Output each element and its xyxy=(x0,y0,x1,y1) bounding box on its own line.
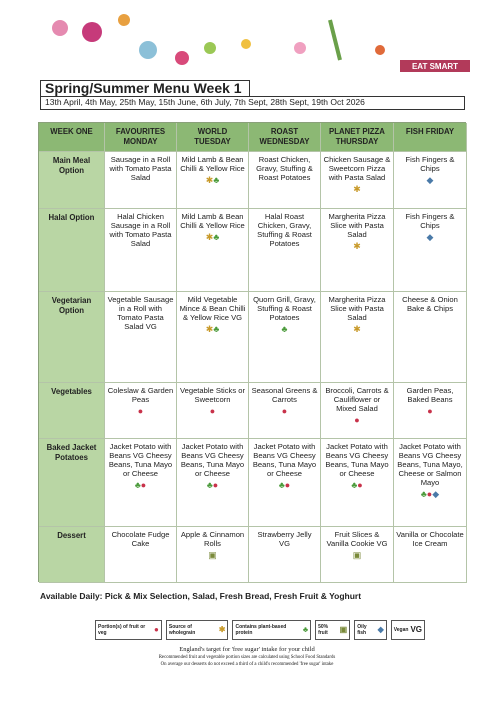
menu-item xyxy=(105,439,177,527)
nutrition-icons xyxy=(323,324,391,334)
row-label: Dessert xyxy=(39,527,105,583)
leaf-icon: ♣ xyxy=(420,489,427,499)
flower-icon xyxy=(294,42,306,54)
apple-icon: ● xyxy=(281,406,288,416)
apple-icon: ● xyxy=(357,480,363,490)
menu-item xyxy=(321,292,394,383)
menu-item-text: Chocolate Fudge Cake xyxy=(111,530,170,548)
menu-item xyxy=(321,152,394,209)
menu-item xyxy=(394,383,467,439)
nutrition-icons xyxy=(323,480,391,490)
nutrition-icons xyxy=(396,406,464,416)
menu-item-text: Broccoli, Carrots & Cauliflower or Mixed Salad xyxy=(325,386,389,413)
menu-item-text: Jacket Potato with Beans VG Cheesy Beans, Tuna Mayo or Cheese xyxy=(180,442,245,478)
menu-item xyxy=(249,439,321,527)
menu-item-text: Jacket Potato with Beans VG Cheesy Beans, Tuna Mayo or Cheese xyxy=(252,442,317,478)
menu-item-text: Halal Chicken Sausage in a Roll with Tomato Pasta Salad xyxy=(109,212,172,248)
menu-item-text: Margherita Pizza Slice with Pasta Salad xyxy=(328,295,386,322)
apple-icon: ● xyxy=(426,489,433,499)
flower-icon xyxy=(118,14,130,26)
menu-item xyxy=(177,383,249,439)
menu-item-text: Jacket Potato with Beans VG Cheesy Beans, Tuna Mayo or Cheese xyxy=(325,442,389,478)
menu-item-text: Strawberry Jelly VG xyxy=(257,530,312,548)
menu-item xyxy=(105,527,177,583)
menu-item xyxy=(321,439,394,527)
fish-icon: ◆ xyxy=(432,489,440,499)
menu-item-text: Mild Vegetable Mince & Bean Chilli & Yellow Rice VG xyxy=(179,295,246,322)
menu-item xyxy=(321,209,394,292)
legend-item xyxy=(95,620,162,640)
dessert-note: On average our desserts do not exceed a third of a child's recommended 'free sugar' intake xyxy=(160,662,334,667)
menu-item-text: Mild Lamb & Bean Chilli & Yellow Rice xyxy=(180,212,245,230)
apple-icon: ● xyxy=(154,625,159,634)
menu-item-text: Quorn Grill, Gravy, Stuffing & Roast Potatoes xyxy=(253,295,316,322)
apple-icon: ● xyxy=(209,406,216,416)
menu-item-text: Apple & Cinnamon Rolls xyxy=(180,530,245,548)
bowl-icon xyxy=(139,41,157,59)
row-label: Vegetarian Option xyxy=(39,292,105,383)
menu-item xyxy=(321,527,394,583)
nutrition-icons xyxy=(323,415,391,425)
menu-item-text: Vegetable Sausage in a Roll with Tomato Pasta Salad VG xyxy=(107,295,174,331)
legend-label: Vegan xyxy=(393,627,409,633)
legend-label: Source of wholegrain xyxy=(168,624,196,636)
menu-item-text: Roast Chicken, Gravy, Stuffing & Roast Potatoes xyxy=(256,155,313,182)
menu-dates: 13th April, 4th May, 25th May, 15th June, 6th July, 7th Sept, 28th Sept, 19th Oct 2026 xyxy=(40,96,465,110)
menu-table xyxy=(38,122,466,582)
menu-item xyxy=(177,439,249,527)
menu-item-text: Coleslaw & Garden Peas xyxy=(107,386,174,404)
menu-item xyxy=(394,439,467,527)
wheat-icon: ✱ xyxy=(218,625,226,634)
column-header: FISH FRIDAY xyxy=(394,123,467,152)
nutrition-icons xyxy=(323,241,391,251)
leaf-icon: ♣ xyxy=(213,175,220,185)
menu-item-text: Fish Fingers & Chips xyxy=(405,155,455,173)
leaf-icon: ♣ xyxy=(351,480,358,490)
vg-icon: VG xyxy=(410,625,423,634)
row-label: Halal Option xyxy=(39,209,105,292)
wheat-icon: ✱ xyxy=(353,241,361,251)
menu-item-text: Fish Fingers & Chips xyxy=(405,212,455,230)
menu-item-text: Seasonal Greens & Carrots xyxy=(251,386,318,404)
flower-icon xyxy=(52,20,68,36)
fish-icon: ◆ xyxy=(426,232,434,242)
menu-item xyxy=(394,527,467,583)
leaf-icon: ♣ xyxy=(206,480,213,490)
menu-item-text: Vanilla or Chocolate Ice Cream xyxy=(396,530,464,548)
menu-item xyxy=(105,152,177,209)
menu-item xyxy=(249,383,321,439)
menu-item-text: Fruit Slices & Vanilla Cookie VG xyxy=(326,530,388,548)
nutrition-icons xyxy=(396,175,464,185)
wheat-icon: ✱ xyxy=(353,324,361,334)
leaf-icon xyxy=(204,42,216,54)
leaf-icon: ♣ xyxy=(281,324,288,334)
menu-title: Spring/Summer Menu Week 1 xyxy=(40,80,250,98)
apple-icon: ● xyxy=(427,406,433,416)
nutrition-icons xyxy=(179,324,246,334)
menu-item-text: Jacket Potato with Beans VG Cheesy Beans, Tuna Mayo or Cheese xyxy=(108,442,173,478)
menu-item xyxy=(105,383,177,439)
row-label: Main Meal Option xyxy=(39,152,105,209)
nutrition-icons xyxy=(107,406,174,416)
menu-item-text: Halal Roast Chicken, Gravy, Stuffing & Roast Potatoes xyxy=(257,212,312,248)
apple-icon: ● xyxy=(354,415,360,425)
nutrition-icons xyxy=(179,175,246,185)
menu-item-text: Margherita Pizza Slice with Pasta Salad xyxy=(328,212,386,239)
menu-item xyxy=(394,152,467,209)
menu-item xyxy=(394,292,467,383)
menu-item xyxy=(394,209,467,292)
nutrition-icons xyxy=(251,406,318,416)
column-header: FAVOURITES MONDAY xyxy=(105,123,177,152)
leaf-icon: ♣ xyxy=(278,480,285,490)
menu-item xyxy=(321,383,394,439)
apple-icon: ● xyxy=(284,480,291,490)
decorative-banner xyxy=(0,0,494,80)
leaf-icon: ♣ xyxy=(213,324,220,334)
nutrition-icons xyxy=(179,406,246,416)
menu-item-text: Vegetable Sticks or Sweetcorn xyxy=(179,386,245,404)
menu-item xyxy=(177,209,249,292)
legend-item xyxy=(391,620,425,640)
menu-item xyxy=(249,152,321,209)
nutrition-icons xyxy=(179,232,246,242)
nutrition-icons xyxy=(251,324,318,334)
column-header: ROAST WEDNESDAY xyxy=(249,123,321,152)
menu-item xyxy=(177,152,249,209)
column-header: PLANET PIZZA THURSDAY xyxy=(321,123,394,152)
portion-note: Recommended fruit and vegetable portion sizes are calculated using School Food Standards xyxy=(158,655,336,660)
legend-item xyxy=(166,620,229,640)
menu-item xyxy=(105,292,177,383)
menu-item-text: Chicken Sausage & Sweetcorn Pizza with Pasta Salad xyxy=(323,155,391,182)
leaf-icon: ♣ xyxy=(302,625,309,634)
menu-item-text: Sausage in a Roll with Tomato Pasta Salad xyxy=(109,155,172,182)
legend-item xyxy=(315,620,350,640)
nutrition-icons xyxy=(179,480,246,490)
legend xyxy=(95,618,425,642)
wheat-icon: ✱ xyxy=(205,324,214,334)
nutrition-icons xyxy=(179,550,246,560)
available-daily: Available Daily: Pick & Mix Selection, Salad, Fresh Bread, Fresh Fruit & Yoghurt xyxy=(40,591,362,601)
menu-item xyxy=(177,292,249,383)
legend-label: 50% fruit xyxy=(318,624,329,636)
nutrition-icons xyxy=(323,550,391,560)
row-label: Baked Jacket Potatoes xyxy=(39,439,105,527)
fish-icon: ◆ xyxy=(377,625,384,634)
column-header: WORLD TUESDAY xyxy=(177,123,249,152)
eat-smart-logo-text: EAT SMART xyxy=(411,62,459,71)
fish-icon: ◆ xyxy=(426,175,434,185)
nutrition-icons xyxy=(251,480,318,490)
column-header: WEEK ONE xyxy=(39,123,105,152)
legend-item xyxy=(232,620,311,640)
menu-item xyxy=(177,527,249,583)
nutrition-icons xyxy=(396,489,464,499)
menu-item-text: Mild Lamb & Bean Chilli & Yellow Rice xyxy=(180,155,245,173)
menu-item xyxy=(249,527,321,583)
sugar-icon: ▣ xyxy=(208,550,217,560)
leaf-icon: ♣ xyxy=(213,232,220,242)
menu-item xyxy=(105,209,177,292)
leaf-icon: ♣ xyxy=(134,480,141,490)
nutrition-icons xyxy=(396,232,464,242)
sugar-icon: ▣ xyxy=(352,550,362,560)
nutrition-icons xyxy=(323,184,391,194)
sugar-icon: ▣ xyxy=(339,625,348,634)
wheat-icon: ✱ xyxy=(205,232,214,242)
menu-item xyxy=(249,209,321,292)
legend-label: Contains plant-based protein xyxy=(235,624,287,636)
apple-icon: ● xyxy=(140,480,147,490)
wheat-icon: ✱ xyxy=(205,175,214,185)
row-label: Vegetables xyxy=(39,383,105,439)
legend-item xyxy=(354,620,387,640)
flower-icon xyxy=(82,22,102,42)
utensil-icon xyxy=(330,20,340,60)
apple-icon: ● xyxy=(137,406,144,416)
flower-icon xyxy=(241,39,251,49)
nutrition-icons xyxy=(107,480,174,490)
menu-item-text: Cheese & Onion Bake & Chips xyxy=(402,295,458,313)
legend-label: Portion(s) of fruit or veg xyxy=(98,624,146,636)
menu-item xyxy=(249,292,321,383)
fruit-icon xyxy=(375,45,385,55)
wheat-icon: ✱ xyxy=(353,184,361,194)
sugar-note: England's target for 'free sugar' intake for your child xyxy=(179,646,315,653)
menu-item-text: Jacket Potato with Beans VG Cheesy Beans, Tuna Mayo, Cheese or Salmon Mayo xyxy=(397,442,463,487)
menu-item-text: Garden Peas, Baked Beans xyxy=(406,386,454,404)
berry-icon xyxy=(175,51,189,65)
legend-label: Oily fish xyxy=(357,624,367,636)
apple-icon: ● xyxy=(212,480,219,490)
